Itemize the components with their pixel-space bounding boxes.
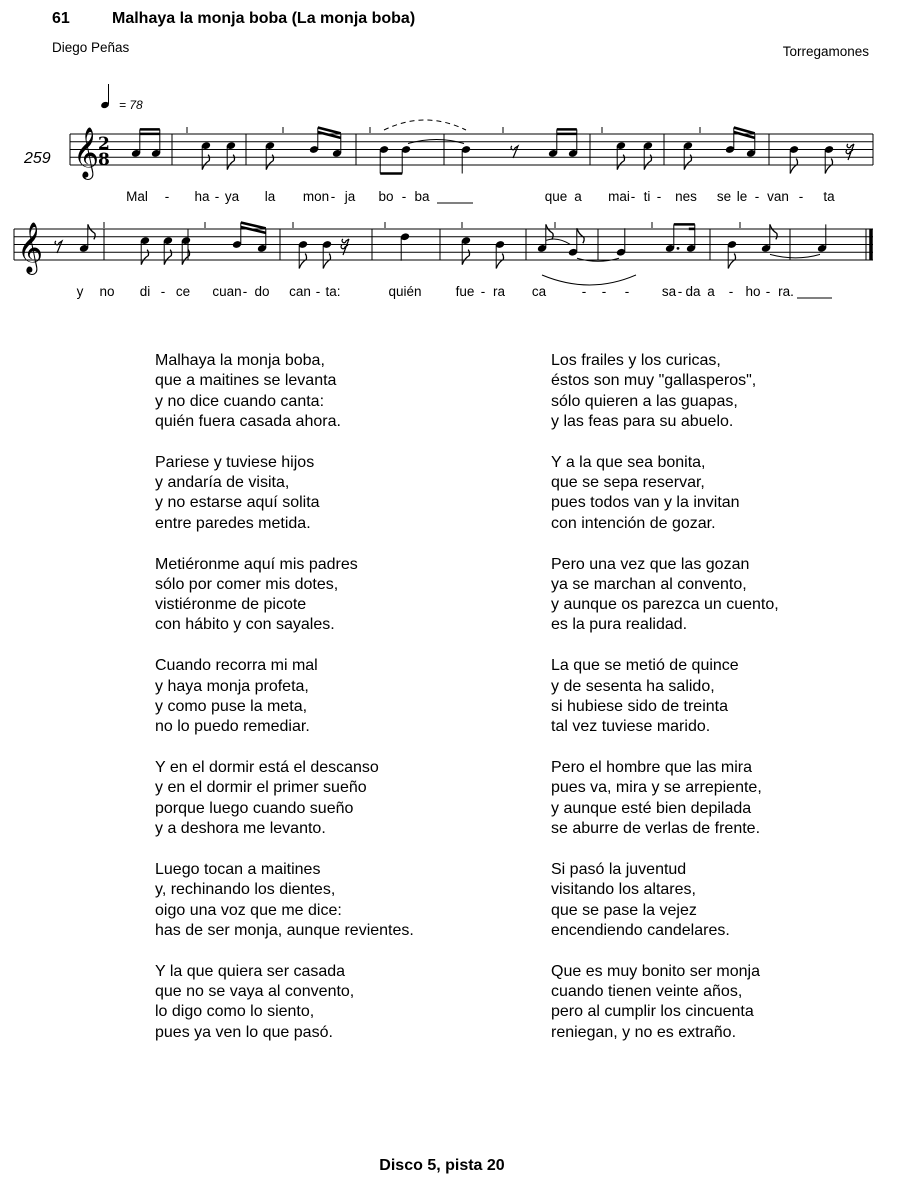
verse-line: Si pasó la juventud xyxy=(551,860,687,878)
verse-line: quién fuera casada ahora. xyxy=(155,412,341,430)
lyric-syllable: ho xyxy=(745,284,761,299)
verse-line: La que se metió de quince xyxy=(551,657,739,675)
verse-line: pues va, mira y se arrepiente, xyxy=(551,779,762,797)
stanza xyxy=(551,351,779,432)
verse-line: y, rechinando los dientes, xyxy=(155,881,336,899)
verse-line: Que es muy bonito ser monja xyxy=(551,962,760,980)
verse-line: que a maitines se levanta xyxy=(155,372,337,390)
verse-line: pero al cumplir los cincuenta xyxy=(551,1003,754,1021)
treble-clef-icon: 𝄞 xyxy=(73,127,100,178)
verse-line: no lo puedo remediar. xyxy=(155,718,310,736)
verse-line: oigo una voz que me dice: xyxy=(155,901,342,919)
verse-line: cuando tienen veinte años, xyxy=(551,982,743,1000)
lyric-syllable: ta: xyxy=(325,284,341,299)
lyrics-column-right xyxy=(551,351,779,1063)
lyric-syllable: se xyxy=(716,189,732,204)
stanza xyxy=(551,758,779,839)
verse-line: ya se marchan al convento, xyxy=(551,575,747,593)
eighth-rest-icon xyxy=(511,146,518,158)
stanza xyxy=(155,351,414,432)
verse-line: y aunque esté bien depilada xyxy=(551,799,752,817)
lyric-syllable: Mal xyxy=(126,189,148,204)
lyric-syllable: ya xyxy=(224,189,240,204)
note-flag xyxy=(323,254,330,269)
note-flag xyxy=(790,159,797,174)
verse-line: y como puse la meta, xyxy=(155,697,308,715)
lyric-syllable: fue xyxy=(455,284,475,299)
note-flag xyxy=(728,254,735,269)
tie xyxy=(546,239,570,244)
verse-line: Metiéronme aquí mis padres xyxy=(155,555,358,573)
lyric-syllable: le xyxy=(736,189,748,204)
lyric-syllable: - xyxy=(480,284,486,299)
verse-line: tal vez tuviese marido. xyxy=(551,718,711,736)
verse-line: se aburre de verlas de frente. xyxy=(551,820,761,838)
verse-line: que se pase la vejez xyxy=(551,901,697,919)
disc-track: Disco 5, pista 20 xyxy=(379,1157,505,1174)
lyric-syllable: - xyxy=(214,189,220,204)
lyric-syllable: - xyxy=(242,284,248,299)
lyric-syllable: sa xyxy=(661,284,677,299)
verse-line: lo digo como lo siento, xyxy=(155,1003,315,1021)
verse-line: y andaría de visita, xyxy=(155,474,290,492)
stanza xyxy=(551,656,779,737)
lyric-syllable: cuan xyxy=(212,284,242,299)
verse-line: pues todos van y la invitan xyxy=(551,494,740,512)
verse-line: y en el dormir el primer sueño xyxy=(155,779,367,797)
note-flag xyxy=(825,159,832,174)
lyric-syllable: van xyxy=(767,189,789,204)
lyric-syllable: - xyxy=(601,284,607,299)
lyric-syllable: - xyxy=(754,189,760,204)
verse-line: es la pura realidad. xyxy=(551,616,688,634)
verse-line: reniegan, y no es extraño. xyxy=(551,1023,737,1041)
lyric-syllable: - xyxy=(656,189,662,204)
verse-line: y aunque os parezca un cuento, xyxy=(551,596,779,614)
verse-line: sólo quieren a las guapas, xyxy=(551,392,738,410)
lyric-syllable: - xyxy=(630,189,636,204)
verse-line: sólo por comer mis dotes, xyxy=(155,575,339,593)
verse-line: Y la que quiera ser casada xyxy=(155,962,346,980)
lyric-syllable: ra. xyxy=(778,284,794,299)
lyric-syllable: ja xyxy=(344,189,356,204)
lyric-syllable: do xyxy=(254,284,270,299)
lyric-syllable: da xyxy=(685,284,701,299)
stanza xyxy=(155,656,414,737)
stanza xyxy=(551,453,779,534)
slur xyxy=(542,275,636,285)
verse-line: Y a la que sea bonita, xyxy=(551,453,706,471)
stanza xyxy=(551,860,779,941)
verse-line: que no se vaya al convento, xyxy=(155,982,355,1000)
lyric-syllable: y xyxy=(76,284,84,299)
lyric-syllable: mon xyxy=(302,189,330,204)
dot xyxy=(677,247,680,250)
verse-line: con hábito y con sayales. xyxy=(155,616,335,634)
time-signature-bottom: 8 xyxy=(98,150,110,170)
lyric-syllable: di xyxy=(139,284,151,299)
stanza xyxy=(155,555,414,636)
verse-line: Pero el hombre que las mira xyxy=(551,759,752,777)
lyric-syllable: - xyxy=(677,284,683,299)
lyric-syllable: ti xyxy=(643,189,651,204)
slur xyxy=(384,120,466,130)
verse-line: y haya monja profeta, xyxy=(155,677,309,695)
tempo-marking: = 78 xyxy=(119,98,143,112)
lyric-syllable: - xyxy=(765,284,771,299)
verse-line: y a deshora me levanto. xyxy=(155,820,326,838)
verse-line: pues ya ven lo que pasó. xyxy=(155,1023,333,1041)
verse-line: Pariese y tuviese hijos xyxy=(155,453,315,471)
lyric-syllable: - xyxy=(315,284,321,299)
lyric-syllable: mai xyxy=(608,189,630,204)
place-name: Torregamones xyxy=(782,44,869,59)
verse-line: y las feas para su abuelo. xyxy=(551,412,734,430)
song-number: 61 xyxy=(52,10,70,27)
note-flag xyxy=(496,254,503,269)
lyric-syllable: quién xyxy=(388,284,422,299)
verse-line: y no dice cuando canta: xyxy=(155,392,325,410)
verse-line: Pero una vez que las gozan xyxy=(551,555,750,573)
verse-line: has de ser monja, aunque revientes. xyxy=(155,921,414,939)
time-signature-top: 2 xyxy=(98,134,110,154)
verse-line: y no estarse aquí solita xyxy=(155,494,320,512)
verse-line: Cuando recorra mi mal xyxy=(155,657,318,675)
lyric-syllable: ce xyxy=(175,284,191,299)
system-number: 259 xyxy=(24,150,51,167)
verse-line: visitando los altares, xyxy=(551,881,696,899)
lyric-syllable: no xyxy=(99,284,115,299)
note-flag xyxy=(577,228,584,243)
lyric-syllable: ba xyxy=(414,189,430,204)
stanza xyxy=(155,962,414,1043)
singer-name: Diego Peñas xyxy=(52,40,130,55)
stanza xyxy=(551,555,779,636)
lyric-syllable: la xyxy=(264,189,276,204)
verse-line: y de sesenta ha salido, xyxy=(551,677,715,695)
tie xyxy=(770,254,820,258)
treble-clef-icon: 𝄞 xyxy=(17,222,44,273)
lyric-syllable: ha xyxy=(194,189,210,204)
music-score xyxy=(0,0,900,320)
lyric-syllable: - xyxy=(160,284,166,299)
verse-line: con intención de gozar. xyxy=(551,514,716,532)
lyric-syllable: - xyxy=(581,284,587,299)
lyric-syllable: - xyxy=(624,284,630,299)
lyric-syllable: - xyxy=(798,189,804,204)
verse-line: Malhaya la monja boba, xyxy=(155,352,325,369)
lyric-syllable: ca xyxy=(531,284,547,299)
lyrics-column-left xyxy=(155,351,414,1063)
lyric-syllable: - xyxy=(728,284,734,299)
lyric-syllable: a xyxy=(574,189,582,204)
verse-line: que se sepa reservar, xyxy=(551,474,705,492)
lyric-syllable: - xyxy=(401,189,407,204)
verse-line: entre paredes metida. xyxy=(155,514,311,532)
verse-line: Los frailes y los curicas, xyxy=(551,352,721,369)
lyric-syllable: a xyxy=(707,284,715,299)
stanza xyxy=(551,962,779,1043)
lyric-syllable: que xyxy=(544,189,568,204)
lyric-syllable: can xyxy=(289,284,311,299)
lyric-syllable: - xyxy=(164,189,170,204)
verse-line: encendiendo candelares. xyxy=(551,921,730,939)
verse-line: Y en el dormir está el descanso xyxy=(155,759,379,777)
note-flag xyxy=(299,254,306,269)
stanza xyxy=(155,453,414,534)
verse-line: éstos son muy "gallasperos", xyxy=(551,372,757,390)
stanza xyxy=(155,860,414,941)
verse-line: porque luego cuando sueño xyxy=(155,799,354,817)
verse-line: Luego tocan a maitines xyxy=(155,860,321,878)
song-title: Malhaya la monja boba (La monja boba) xyxy=(112,10,416,27)
verse-line: si hubiese sido de treinta xyxy=(551,697,728,715)
lyric-syllable: bo xyxy=(378,189,394,204)
verse-line: vistiéronme de picote xyxy=(155,596,307,614)
lyric-syllable: ra xyxy=(492,284,506,299)
eighth-rest-icon xyxy=(55,241,62,253)
lyric-syllable: - xyxy=(330,189,336,204)
lyric-syllable: nes xyxy=(675,189,697,204)
stanza xyxy=(155,758,414,839)
lyric-syllable: ta xyxy=(823,189,835,204)
